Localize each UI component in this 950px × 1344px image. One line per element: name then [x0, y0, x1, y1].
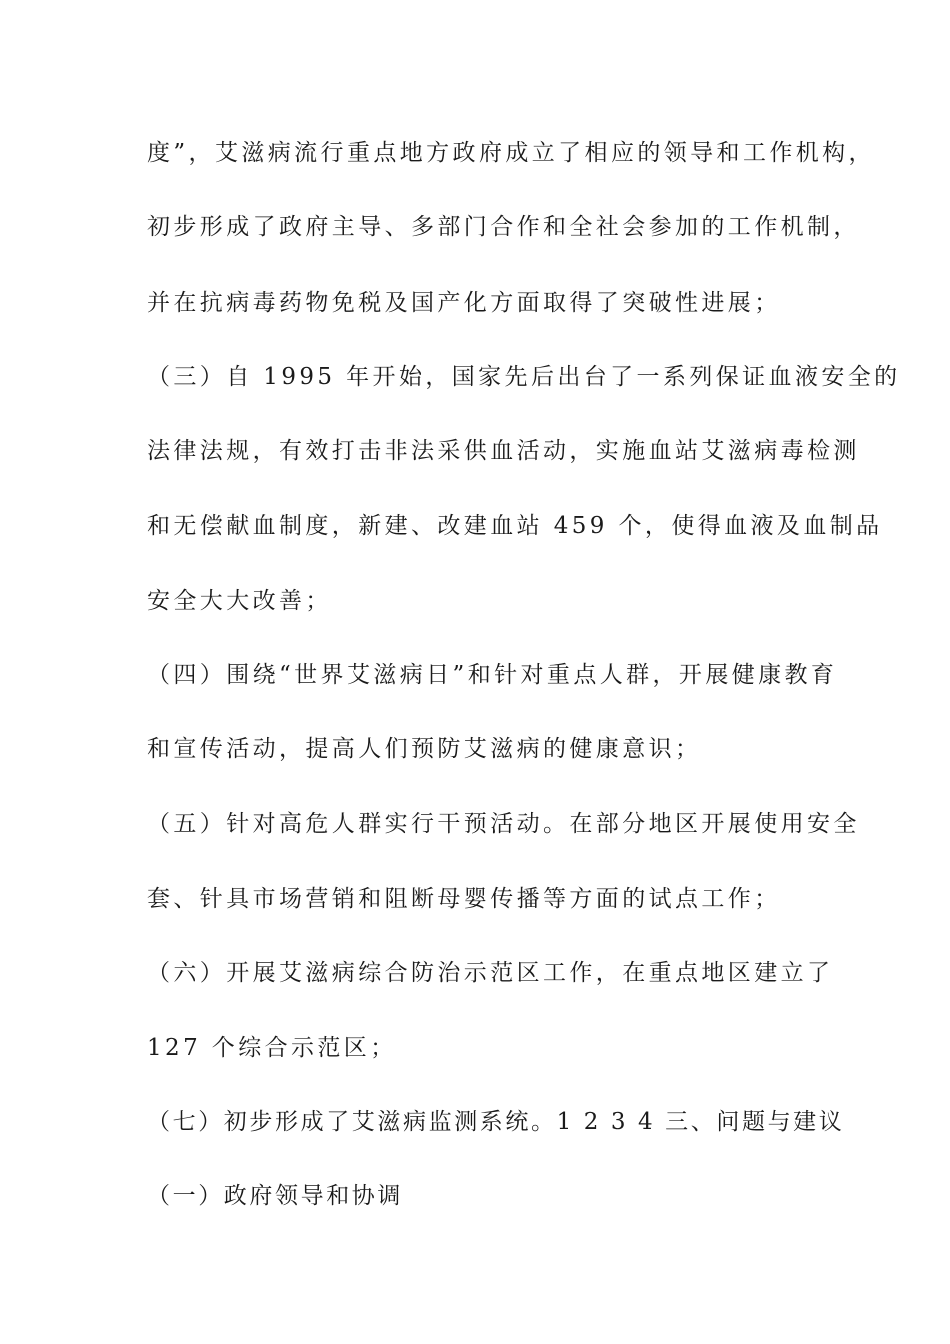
text-line: 安全大大改善； — [147, 588, 332, 614]
section-heading: （一）政府领导和协调 — [147, 1183, 403, 1209]
text-line: 127 个综合示范区； — [147, 1035, 397, 1061]
text-line: 法律法规，有效打击非法采供血活动，实施血站艾滋病毒检测 — [147, 438, 860, 464]
text-line: 和无偿献血制度，新建、改建血站 459 个，使得血液及血制品 — [147, 513, 883, 539]
text-line: 度”，艾滋病流行重点地方政府成立了相应的领导和工作机构， — [147, 140, 875, 166]
text-line: （三）自 1995 年开始，国家先后出台了一系列保证血液安全的 — [147, 364, 901, 390]
text-line: 初步形成了政府主导、多部门合作和全社会参加的工作机制， — [147, 214, 860, 240]
text-line: 和宣传活动，提高人们预防艾滋病的健康意识； — [147, 736, 702, 762]
text-line: （五）针对高危人群实行干预活动。在部分地区开展使用安全 — [147, 811, 860, 837]
text-line: （四）围绕“世界艾滋病日”和针对重点人群，开展健康教育 — [147, 662, 838, 688]
text-line: （七）初步形成了艾滋病监测系统。1 2 3 4 三、问题与建议 — [147, 1109, 845, 1135]
text-line: 套、针具市场营销和阻断母婴传播等方面的试点工作； — [147, 886, 781, 912]
text-line: 并在抗病毒药物免税及国产化方面取得了突破性进展； — [147, 290, 781, 316]
text-line: （六）开展艾滋病综合防治示范区工作，在重点地区建立了 — [147, 960, 834, 986]
